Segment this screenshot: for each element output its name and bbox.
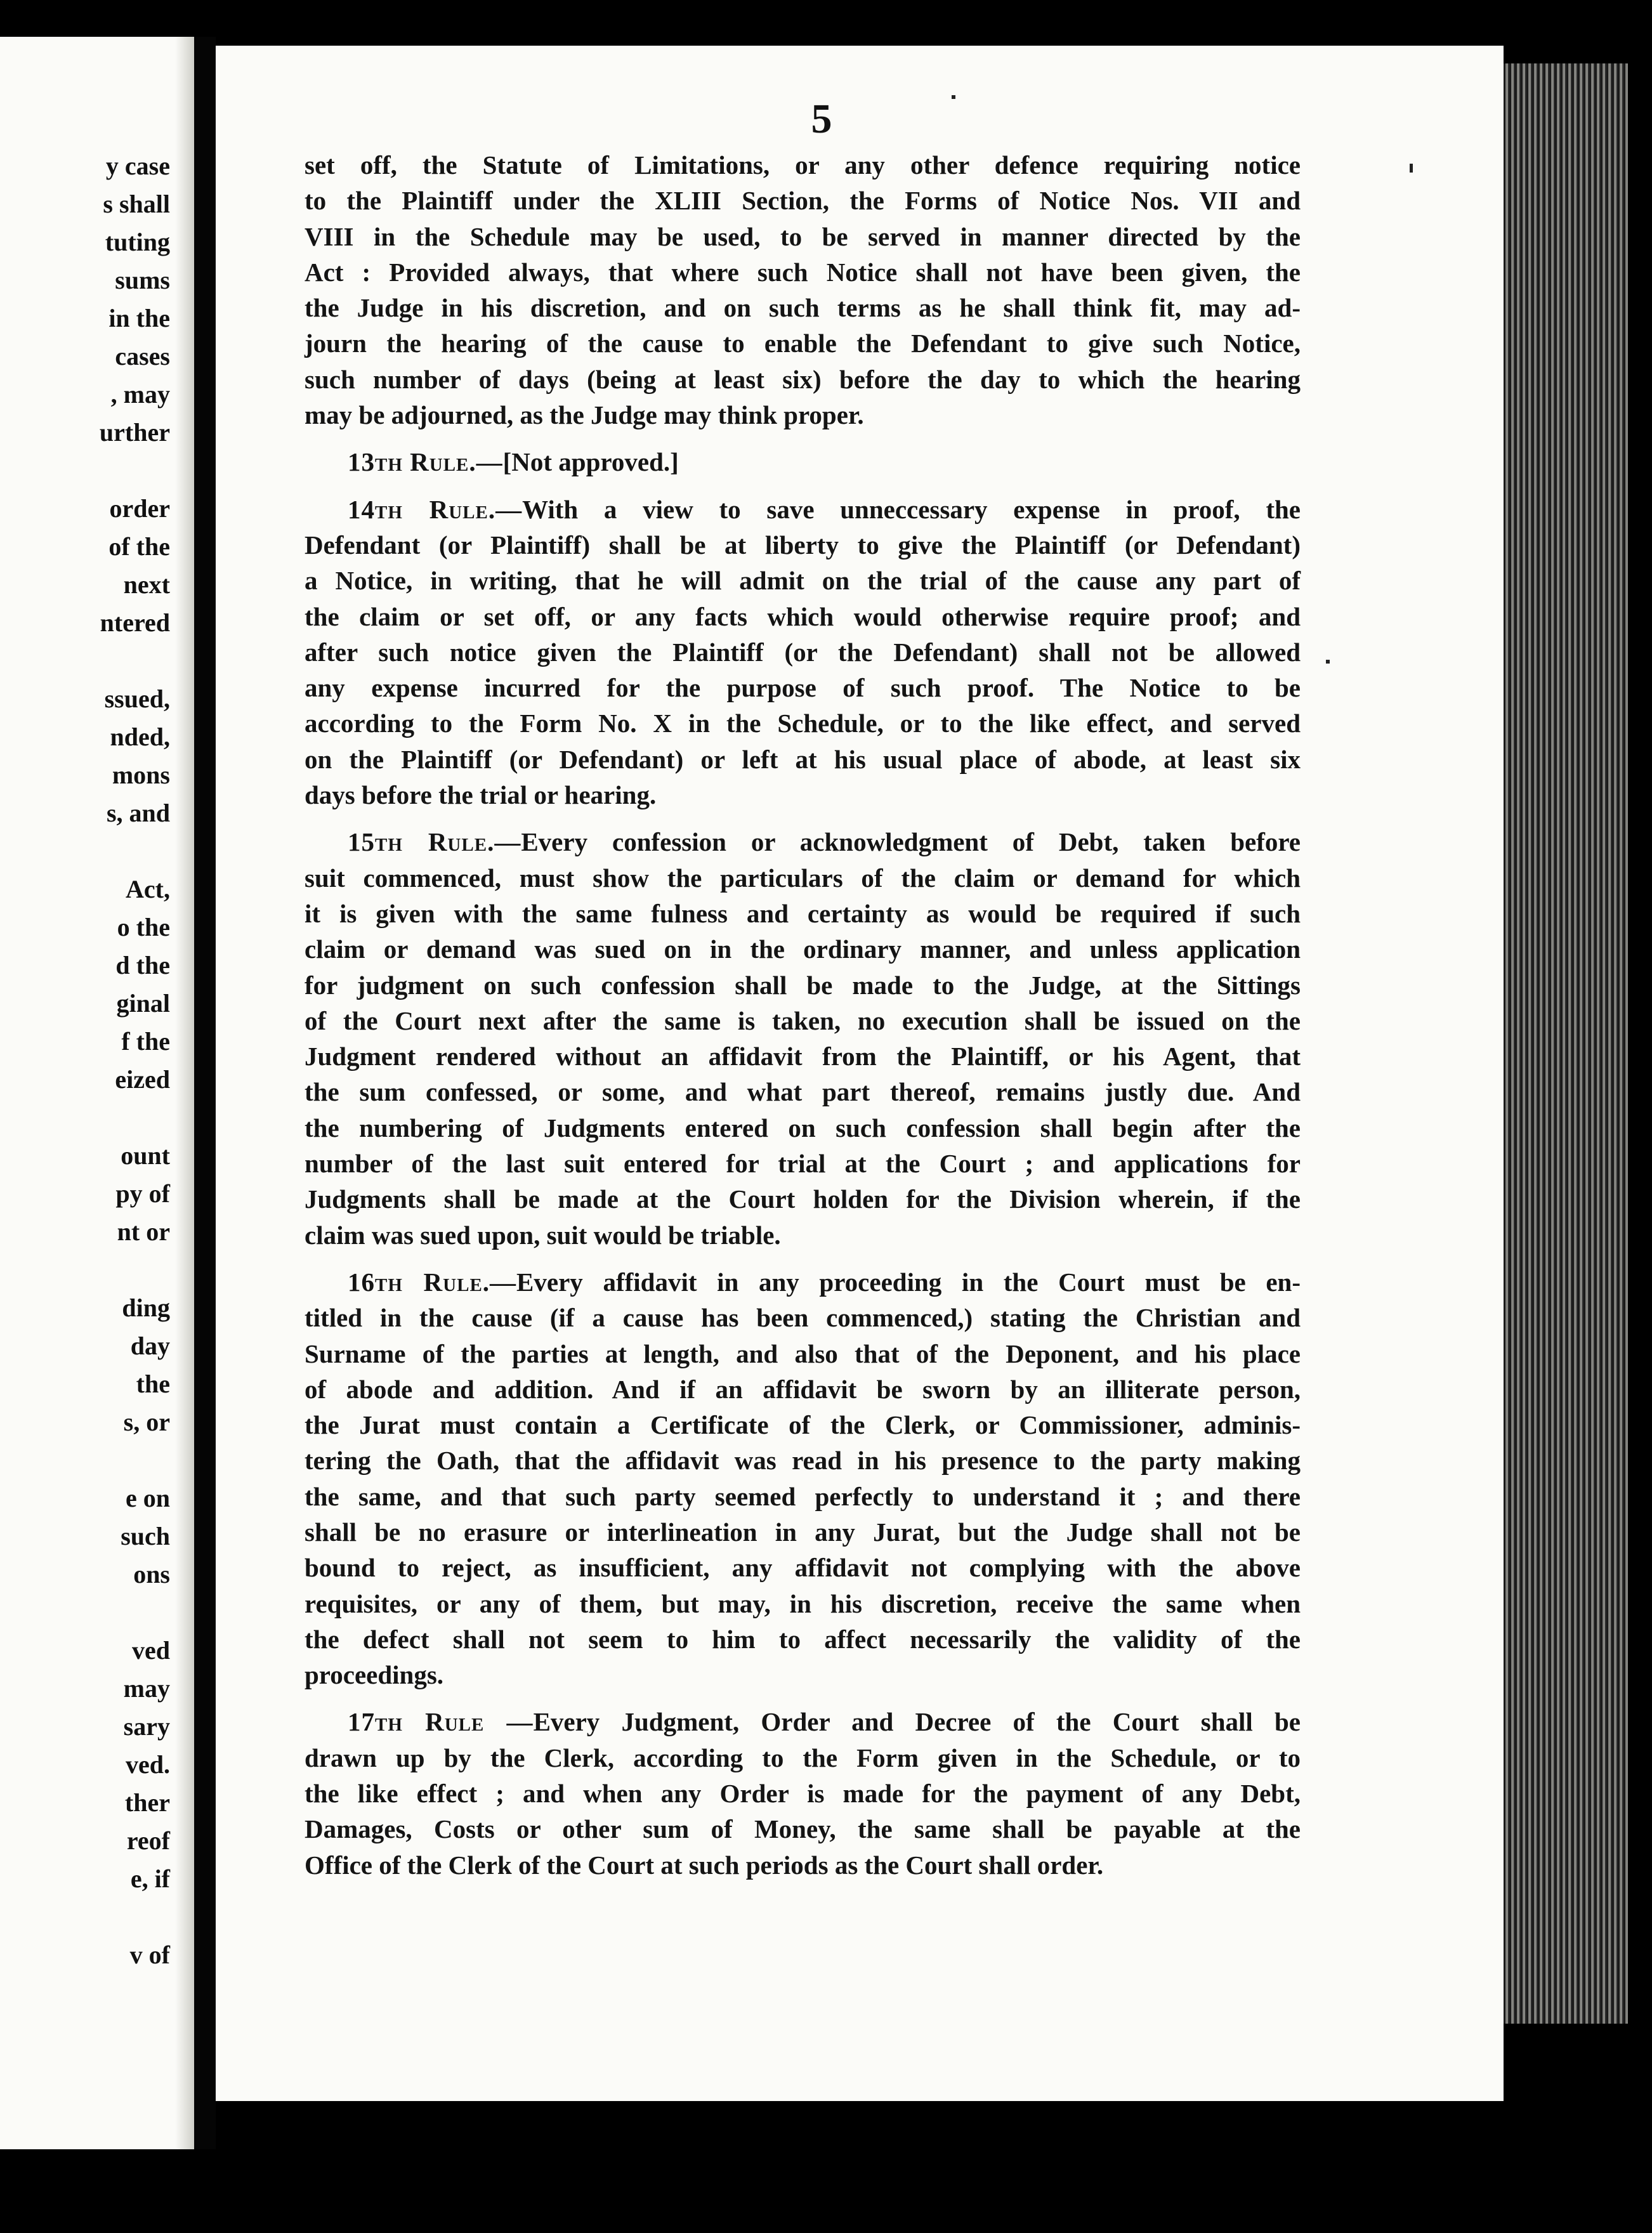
rule-heading: 15th Rule.— (348, 827, 521, 857)
left-line: ount (121, 1141, 170, 1170)
left-line: sary (123, 1712, 170, 1741)
left-line: ssued, (104, 684, 170, 713)
left-line: cases (115, 342, 170, 370)
text-line: of the Court next after the same is taken, no execution shall be issued on the (305, 1005, 1301, 1035)
text-line: it is given with the same fulness and certainty as would be required if such (305, 898, 1301, 928)
text-line: Office of the Clerk of the Court at such periods as the Court shall order. (305, 1850, 1104, 1880)
text-line: the Judge in his discretion, and on such terms as he shall think fit, may ad- (305, 293, 1301, 323)
rule-text: Every confession or acknowledgment of Debt, taken before (521, 827, 1301, 857)
text-line: Judgment rendered without an affidavit from the Plaintiff, or his Agent, that (305, 1042, 1301, 1071)
left-line: sums (115, 266, 170, 294)
paragraph-rule-17 (305, 1704, 1301, 1882)
left-line: py of (115, 1179, 170, 1208)
left-line: tuting (105, 228, 170, 256)
text-line: the numbering of Judgments entered on such confession shall begin after the (305, 1113, 1301, 1143)
text-line: the like effect ; and when any Order is made for the payment of any Debt, (305, 1779, 1301, 1809)
paragraph-rule-13 (305, 444, 1301, 480)
left-line: nded, (110, 723, 170, 751)
left-line: s shall (103, 190, 170, 218)
left-line: ther (124, 1788, 170, 1817)
left-line: ginal (116, 989, 170, 1018)
left-line: v of (129, 1941, 170, 1969)
left-line: s, and (106, 799, 170, 827)
left-line: ved. (126, 1750, 170, 1779)
text-line (305, 1704, 1301, 1739)
page-number: 5 (811, 96, 832, 142)
left-line: ntered (100, 608, 170, 637)
text-line: journ the hearing of the cause to enable the Defendant to give such Notice, (305, 329, 1301, 358)
left-line: , may (110, 380, 170, 409)
left-line: mons (112, 761, 170, 789)
ink-speck (952, 95, 955, 99)
left-line: f the (121, 1027, 170, 1056)
text-line: the sum confessed, or some, and what part thereof, remains justly due. And (305, 1077, 1301, 1107)
text-line (305, 492, 1301, 527)
left-line: s, or (123, 1408, 170, 1436)
rule-heading: 17th Rule — (348, 1707, 534, 1737)
text-line (305, 824, 1301, 860)
left-line: y case (105, 152, 170, 180)
text-line: the Jurat must contain a Certificate of the Clerk, or Commissioner, adminis- (305, 1410, 1301, 1440)
left-line: e, if (130, 1864, 170, 1893)
rule-heading: 14th Rule.— (348, 494, 523, 524)
paragraph-rule-14 (305, 492, 1301, 813)
text-line: shall be no erasure or interlineation in any Jurat, but the Judge shall not be (305, 1517, 1301, 1547)
text-line: suit commenced, must show the particulars of the claim or demand for which (305, 863, 1301, 893)
text-line: tering the Oath, that the affidavit was read in his presence to the party making (305, 1446, 1301, 1476)
text-line: after such notice given the Plaintiff (or the Defendant) shall not be allowed (305, 637, 1301, 667)
text-line: set off, the Statute of Limitations, or any other defence requiring notice (305, 150, 1301, 180)
left-line: e on (126, 1484, 170, 1512)
left-line: Act, (126, 875, 170, 903)
rule-heading: 16th Rule.— (348, 1267, 517, 1297)
ink-speck (1410, 164, 1413, 173)
gutter-shadow (175, 37, 194, 2149)
text-line: Surname of the parties at length, and also that of the Deponent, and his place (305, 1339, 1301, 1368)
rule-text: Every affidavit in any proceeding in the Court must be en- (516, 1267, 1301, 1297)
text-line: drawn up by the Clerk, according to the Form given in the Schedule, or to (305, 1743, 1301, 1772)
left-line: ved (132, 1636, 170, 1665)
left-line: of the (108, 532, 170, 561)
left-line: nt or (117, 1217, 170, 1246)
left-line: d the (115, 951, 170, 979)
text-line: Act : Provided always, that where such Notice shall not have been given, the (305, 257, 1301, 287)
left-line: eized (115, 1065, 170, 1094)
text-line: a Notice, in writing, that he will admit on the trial of the cause any part of (305, 566, 1301, 596)
text-line: the claim or set off, or any facts which would otherwise require proof; and (305, 601, 1301, 631)
left-line: the (136, 1370, 170, 1398)
text-line: claim or demand was sued on in the ordinary manner, and unless application (305, 934, 1301, 964)
text-line: the defect shall not seem to him to affect necessarily the validity of the (305, 1624, 1301, 1654)
rule-text: With a view to save unneccessary expense in proof, the (522, 494, 1301, 524)
left-line: in the (108, 304, 170, 332)
left-line: such (121, 1522, 170, 1550)
text-line: days before the trial or hearing. (305, 780, 657, 810)
rule-text: [Not approved.] (502, 447, 679, 477)
text-line: Judgments shall be made at the Court holden for the Division wherein, if the (305, 1184, 1301, 1214)
left-page-fragment (0, 37, 194, 2149)
rule-heading: 13th Rule.— (348, 447, 503, 477)
text-line (305, 444, 1301, 480)
text-line: number of the last suit entered for trial at the Court ; and applications for (305, 1149, 1301, 1179)
left-line: may (123, 1674, 170, 1703)
text-line: the same, and that such party seemed perfectly to understand it ; and there (305, 1481, 1301, 1511)
text-line: such number of days (being at least six) before the day to which the hearing (305, 364, 1301, 394)
left-line: ding (122, 1293, 170, 1322)
text-line (305, 1264, 1301, 1300)
text-line: any expense incurred for the purpose of such proof. The Notice to be (305, 673, 1301, 703)
text-line: Defendant (or Plaintiff) shall be at liberty to give the Plaintiff (or Defendant) (305, 530, 1301, 560)
text-line: proceedings. (305, 1660, 444, 1690)
left-line: next (123, 570, 170, 599)
ink-speck (1326, 660, 1330, 664)
text-line: of abode and addition. And if an affidavit be sworn by an illiterate person, (305, 1374, 1301, 1404)
text-line: according to the Form No. X in the Schedule, or to the like effect, and served (305, 709, 1301, 738)
text-line: titled in the cause (if a cause has been commenced,) stating the Christian and (305, 1303, 1301, 1333)
text-line: for judgment on such confession shall be made to the Judge, at the Sittings (305, 970, 1301, 1000)
text-line: bound to reject, as insufficient, any affidavit not complying with the above (305, 1553, 1301, 1583)
book-spine (194, 37, 216, 2149)
text-line: on the Plaintiff (or Defendant) or left at his usual place of abode, at least six (305, 744, 1301, 774)
text-line: claim was sued upon, suit would be triable. (305, 1220, 781, 1250)
body-text (305, 147, 1301, 1883)
left-line: ons (133, 1560, 170, 1588)
paragraph (305, 147, 1301, 433)
left-line: urther (99, 418, 170, 447)
text-line: requisites, or any of them, but may, in his discretion, receive the same when (305, 1588, 1301, 1618)
page-edges (1504, 63, 1628, 2024)
left-line: day (130, 1332, 170, 1360)
paragraph-rule-15 (305, 824, 1301, 1253)
text-line: may be adjourned, as the Judge may think proper. (305, 400, 864, 430)
left-line: order (109, 494, 170, 523)
rule-text: Every Judgment, Order and Decree of the Court shall be (533, 1707, 1301, 1737)
text-line: VIII in the Schedule may be used, to be served in manner directed by the (305, 221, 1301, 251)
text-line: Damages, Costs or other sum of Money, the same shall be payable at the (305, 1814, 1301, 1844)
left-line: reof (126, 1826, 170, 1855)
left-line: o the (117, 913, 170, 941)
paragraph-rule-16 (305, 1264, 1301, 1693)
text-line: to the Plaintiff under the XLIII Section, the Forms of Notice Nos. VII and (305, 186, 1301, 216)
